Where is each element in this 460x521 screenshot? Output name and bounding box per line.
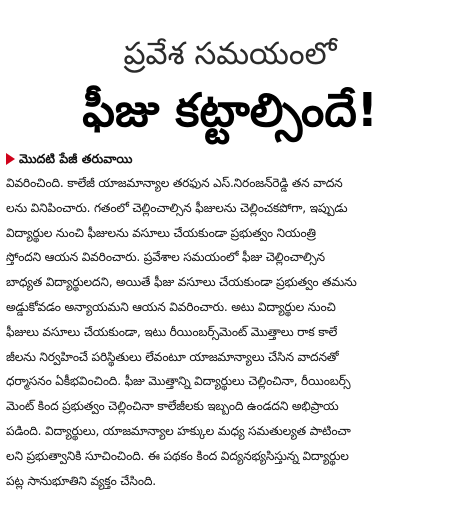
body-line: ఫీజులు వసూలు చేయకుండా, ఇటు రీయింబర్స్‌మెంట్ మొత్తాలు రాక కాలే <box>6 324 338 339</box>
continued-label: మొదటి పేజీ తరువాయి <box>19 151 133 166</box>
body-line: మెంట్ కింద ప్రభుత్వం చెల్లించినా కాలేజీలకు ఇబ్బంది ఉండదని అభిప్రాయ <box>6 399 339 414</box>
body-line: ధర్మాసనం ఏకీభవించింది. ఫీజు మొత్తాన్ని విద్యార్థులు చెల్లించినా, రీయింబర్స్ <box>6 374 351 389</box>
body-line: విద్యార్థుల నుంచి ఫీజులను వసూలు చేయకుండా ప్రభుత్వం నియంత్రి <box>6 225 316 240</box>
red-arrow-icon <box>6 153 15 165</box>
body-line: అడ్డుకోవడం అన్యాయమని ఆయన వివరించారు. అటు విద్యార్థుల నుంచి <box>6 299 336 314</box>
continued-from-front-page <box>6 150 132 168</box>
body-line: వివరించింది. కాలేజీ యాజమాన్యాల తరఫున ఎస్.నిరంజన్‌రెడ్డి తన వాదన <box>6 176 343 190</box>
body-line: స్తోందని ఆయన వివరించారు. ప్రవేశాల సమయంలో ఫీజు చెల్లించాల్సిన <box>6 250 325 265</box>
article-body <box>6 171 454 493</box>
body-line: పట్ల సానుభూతిని వ్యక్తం చేసింది. <box>6 473 156 488</box>
body-line: లని ప్రభుత్వానికి సూచించింది. ఈ పథకం కింద విద్యనభ్యసిస్తున్న విద్యార్థుల <box>6 448 349 463</box>
body-line: జీలను నిర్వహించే పరిస్థితులు లేవంటూ యాజమాన్యాలు చేసిన వాదనతో <box>6 349 339 364</box>
body-line: లను వినిపించారు. గతంలో చెల్లించాల్సిన ఫీజులను చెల్లించకపోగా, ఇప్పుడు <box>6 200 348 215</box>
body-line: బాధ్యత విద్యార్థులదని, అయితే ఫీజు వసూలు చేయకుండా ప్రభుత్వం తమను <box>6 275 357 290</box>
article-headline: ఫీజు కట్టాల్సిందే! <box>82 83 378 137</box>
body-line: పడింది. విద్యార్థులు, యాజమాన్యాల హక్కుల మధ్య సమతుల్యత పాటించా <box>6 423 351 438</box>
article-kicker: ప్రవేశ సమయంలో <box>123 36 337 72</box>
